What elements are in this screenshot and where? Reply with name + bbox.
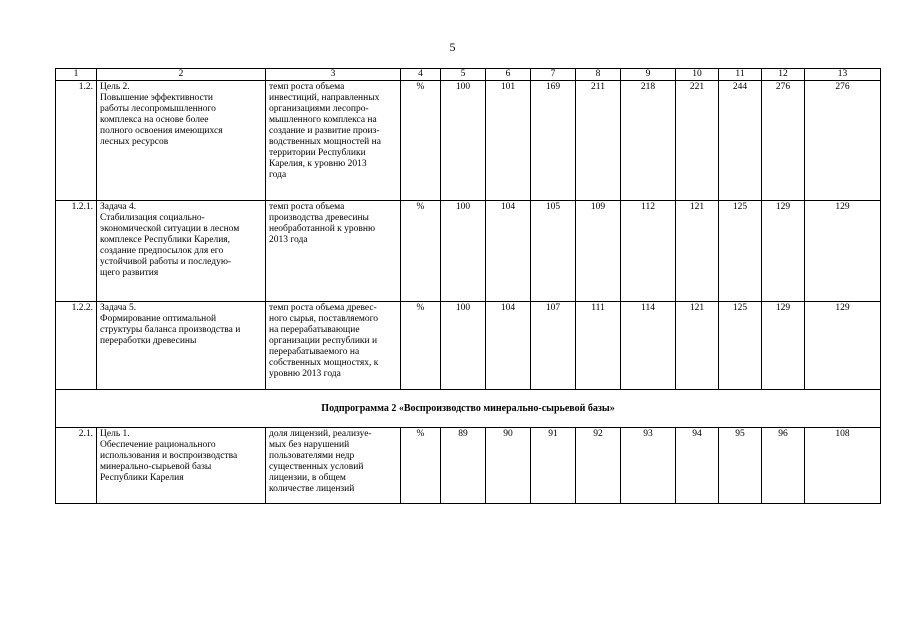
- goal-line: Задача 4.: [100, 202, 137, 212]
- column-number: 6: [486, 69, 531, 81]
- value-cell: 96: [762, 428, 805, 504]
- goal-line: структуры баланса производства и: [100, 325, 241, 335]
- indicator-line: темп роста объема: [269, 82, 345, 92]
- value-cell: 129: [805, 302, 881, 390]
- column-number: 12: [762, 69, 805, 81]
- goal-line: Задача 5.: [100, 303, 137, 313]
- goal-line: Стабилизация социально-: [100, 213, 205, 223]
- value-cell: 104: [486, 302, 531, 390]
- value-cell: 121: [676, 302, 719, 390]
- column-number: 2: [97, 69, 266, 81]
- goal-line: экономической ситуации в лесном: [100, 224, 240, 234]
- column-number: 5: [441, 69, 486, 81]
- unit-cell: %: [401, 428, 441, 504]
- value-cell: 218: [621, 81, 676, 201]
- value-cell: 125: [719, 201, 762, 302]
- value-cell: 104: [486, 201, 531, 302]
- table-row: [56, 201, 881, 302]
- column-number: 8: [576, 69, 621, 81]
- unit-cell: %: [401, 81, 441, 201]
- value-cell: 111: [576, 302, 621, 390]
- goal-cell: [97, 81, 266, 201]
- indicator-cell: [266, 81, 401, 201]
- value-cell: 92: [576, 428, 621, 504]
- indicator-line: года: [269, 170, 287, 180]
- column-number: 9: [621, 69, 676, 81]
- goal-line: лесных ресурсов: [100, 137, 169, 147]
- column-number: 3: [266, 69, 401, 81]
- value-cell: 125: [719, 302, 762, 390]
- value-cell: 108: [805, 428, 881, 504]
- indicators-table: [55, 68, 881, 504]
- page-number: 5: [449, 40, 456, 54]
- goal-line: работы лесопромышленного: [100, 104, 216, 114]
- column-number-row: [56, 69, 881, 81]
- value-cell: 129: [762, 201, 805, 302]
- column-number: 13: [805, 69, 881, 81]
- goal-cell: [97, 201, 266, 302]
- value-cell: 169: [531, 81, 576, 201]
- unit-cell: %: [401, 201, 441, 302]
- value-cell: 91: [531, 428, 576, 504]
- subprogram-row: [56, 390, 881, 428]
- goal-line: комплекса на основе более: [100, 115, 209, 125]
- indicator-line: уровню 2013 года: [269, 369, 341, 379]
- value-cell: 121: [676, 201, 719, 302]
- value-cell: 93: [621, 428, 676, 504]
- value-cell: 90: [486, 428, 531, 504]
- goal-line: щего развития: [100, 268, 159, 278]
- goal-line: Республики Карелия: [100, 473, 184, 483]
- table-row: [56, 81, 881, 201]
- unit-cell: %: [401, 302, 441, 390]
- value-cell: 105: [531, 201, 576, 302]
- indicator-line: собственных мощностях, к: [269, 358, 379, 368]
- goal-line: Цель 1.: [100, 429, 130, 439]
- goal-line: минерально-сырьевой базы: [100, 462, 212, 472]
- row-code: 1.2.1.: [56, 201, 97, 302]
- value-cell: 244: [719, 81, 762, 201]
- value-cell: 276: [805, 81, 881, 201]
- indicator-line: создание и развитие произ-: [269, 126, 380, 136]
- indicator-line: количестве лицензий: [269, 484, 355, 494]
- column-number: 7: [531, 69, 576, 81]
- row-code: 2.1.: [56, 428, 97, 504]
- value-cell: 100: [441, 302, 486, 390]
- value-cell: 221: [676, 81, 719, 201]
- value-cell: 89: [441, 428, 486, 504]
- goal-line: Цель 2.: [100, 82, 130, 92]
- indicator-cell: [266, 201, 401, 302]
- indicator-line: пользователями недр: [269, 451, 355, 461]
- indicator-cell: [266, 302, 401, 390]
- column-number: 10: [676, 69, 719, 81]
- indicator-line: лицензии, в общем: [269, 473, 346, 483]
- indicator-line: на перерабатывающие: [269, 325, 360, 335]
- table-row: [56, 302, 881, 390]
- goal-cell: [97, 428, 266, 504]
- goal-line: Обеспечение рационального: [100, 440, 216, 450]
- goal-cell: [97, 302, 266, 390]
- goal-line: устойчивой работы и последую-: [100, 257, 232, 267]
- value-cell: 95: [719, 428, 762, 504]
- column-number: 1: [56, 69, 97, 81]
- goal-line: Формирование оптимальной: [100, 314, 217, 324]
- indicator-line: мых без нарушений: [269, 440, 350, 450]
- goal-line: комплексе Республики Карелия,: [100, 235, 231, 245]
- indicator-line: темп роста объема: [269, 202, 345, 212]
- indicator-line: организациями лесопро-: [269, 104, 369, 114]
- indicator-line: территории Республики: [269, 148, 366, 158]
- row-code: 1.2.2.: [56, 302, 97, 390]
- indicator-line: существенных условий: [269, 462, 364, 472]
- indicator-line: мышленного комплекса на: [269, 115, 377, 125]
- indicator-line: темп роста объема древес-: [269, 303, 377, 313]
- indicator-line: перерабатываемого на: [269, 347, 360, 357]
- indicator-cell: [266, 428, 401, 504]
- goal-line: создание предпосылок для его: [100, 246, 224, 256]
- value-cell: 101: [486, 81, 531, 201]
- goal-line: использования и воспроизводства: [100, 451, 238, 461]
- column-number: 4: [401, 69, 441, 81]
- indicator-line: Карелия, к уровню 2013: [269, 159, 367, 169]
- subprogram-title: Подпрограмма 2 «Воспроизводство минерально-сырьевой базы»: [56, 390, 881, 428]
- value-cell: 129: [805, 201, 881, 302]
- value-cell: 276: [762, 81, 805, 201]
- goal-line: полного освоения имеющихся: [100, 126, 223, 136]
- value-cell: 112: [621, 201, 676, 302]
- value-cell: 100: [441, 81, 486, 201]
- indicator-line: производства древесины: [269, 213, 369, 223]
- column-number: 11: [719, 69, 762, 81]
- value-cell: 211: [576, 81, 621, 201]
- value-cell: 129: [762, 302, 805, 390]
- goal-line: Повышение эффективности: [100, 93, 213, 103]
- goal-line: переработки древесины: [100, 336, 197, 346]
- value-cell: 114: [621, 302, 676, 390]
- indicator-line: 2013 года: [269, 235, 308, 245]
- indicator-line: доля лицензий, реализуе-: [269, 429, 372, 439]
- value-cell: 100: [441, 201, 486, 302]
- indicator-line: ного сырья, поставляемого: [269, 314, 379, 324]
- table-row: [56, 428, 881, 504]
- value-cell: 109: [576, 201, 621, 302]
- indicator-line: водственных мощностей на: [269, 137, 381, 147]
- indicator-line: инвестиций, направленных: [269, 93, 380, 103]
- indicator-line: необработанной к уровню: [269, 224, 376, 234]
- indicator-line: организации республики и: [269, 336, 378, 346]
- value-cell: 94: [676, 428, 719, 504]
- row-code: 1.2.: [56, 81, 97, 201]
- value-cell: 107: [531, 302, 576, 390]
